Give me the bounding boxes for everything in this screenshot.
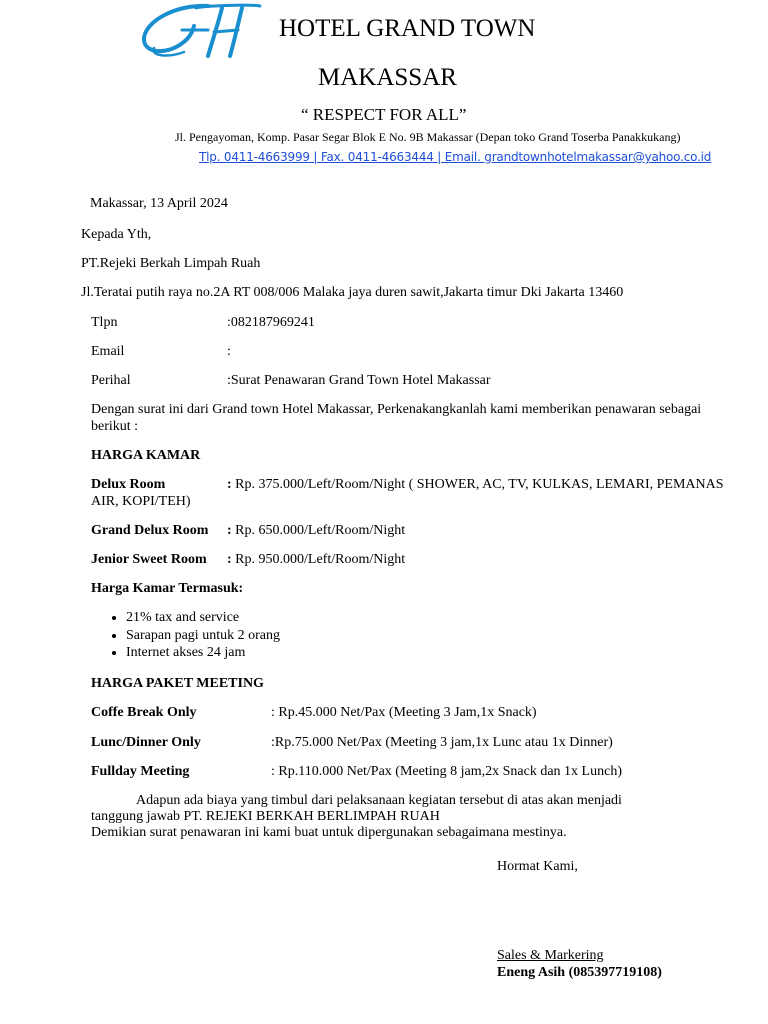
room-colon-jenior-sweet: : bbox=[227, 552, 232, 567]
room-name-grand-delux: Grand Delux Room bbox=[91, 523, 209, 538]
room-colon-delux: : bbox=[227, 477, 232, 492]
regards-text: Hormat Kami, bbox=[497, 859, 578, 874]
signature-title: Sales & Markering bbox=[497, 948, 604, 963]
room-price-delux-line2: AIR, KOPI/TEH) bbox=[91, 494, 191, 509]
field-value-tlpn: :082187969241 bbox=[227, 315, 315, 330]
list-item: • Sarapan pagi untuk 2 orang bbox=[126, 627, 280, 645]
intro-line-2: berikut : bbox=[91, 419, 139, 434]
hotel-contact-link[interactable]: Tlp. 0411-4663999 | Fax. 0411-4663444 | Email. grandtownhotelmakassar@yahoo.co.id bbox=[199, 150, 712, 164]
field-label-tlpn: Tlpn bbox=[91, 315, 118, 330]
room-name-delux: Delux Room bbox=[91, 477, 166, 492]
room-price-jenior-sweet-text: Rp. 950.000/Left/Room/Night bbox=[231, 552, 406, 567]
meeting-name-fullday: Fullday Meeting bbox=[91, 764, 190, 779]
room-price-jenior-sweet bbox=[227, 551, 405, 568]
field-value-perihal: :Surat Penawaran Grand Town Hotel Makassar bbox=[227, 373, 491, 388]
meeting-price-lunc-dinner: :Rp.75.000 Net/Pax (Meeting 3 jam,1x Lunc atau 1x Dinner) bbox=[271, 735, 613, 750]
room-price-grand-delux bbox=[227, 522, 405, 539]
includes-heading: Harga Kamar Termasuk: bbox=[91, 581, 244, 596]
closing-line-1: Adapun ada biaya yang timbul dari pelaksanaan kegiatan tersebut di atas akan menjadi bbox=[136, 793, 622, 808]
room-name-jenior-sweet: Jenior Sweet Room bbox=[91, 552, 207, 567]
meeting-name-coffe-break: Coffe Break Only bbox=[91, 705, 197, 720]
meeting-name-lunc-dinner: Lunc/Dinner Only bbox=[91, 735, 201, 750]
signature-name: Eneng Asih (085397719108) bbox=[497, 965, 662, 980]
field-label-email: Email bbox=[91, 344, 125, 359]
hotel-name-line1: HOTEL GRAND TOWN bbox=[279, 15, 536, 42]
rooms-heading: HARGA KAMAR bbox=[91, 448, 201, 463]
recipient-name: PT.Rejeki Berkah Limpah Ruah bbox=[81, 256, 261, 271]
meeting-price-fullday: : Rp.110.000 Net/Pax (Meeting 8 jam,2x Snack dan 1x Lunch) bbox=[271, 764, 622, 779]
salutation-label: Kepada Yth, bbox=[81, 227, 152, 242]
field-value-email: : bbox=[227, 344, 231, 359]
hotel-name-line2: MAKASSAR bbox=[318, 64, 457, 91]
closing-line-3: Demikian surat penawaran ini kami buat untuk dipergunakan sebagaimana mestinya. bbox=[91, 825, 567, 840]
closing-line-2: tanggung jawab PT. REJEKI BERKAH BERLIMPAH RUAH bbox=[91, 809, 440, 824]
room-colon-grand-delux: : bbox=[227, 523, 232, 538]
hotel-tagline: “ RESPECT FOR ALL” bbox=[301, 105, 467, 124]
intro-line-1: Dengan surat ini dari Grand town Hotel Makassar, Perkenakangkanlah kami memberikan penawaran sebagai bbox=[91, 402, 702, 417]
recipient-address: Jl.Teratai putih raya no.2A RT 008/006 Malaka jaya duren sawit,Jakarta timur Dki Jakarta 13460 bbox=[81, 285, 624, 300]
field-label-perihal: Perihal bbox=[91, 373, 131, 388]
meeting-price-coffe-break: : Rp.45.000 Net/Pax (Meeting 3 Jam,1x Snack) bbox=[271, 705, 537, 720]
meeting-heading: HARGA PAKET MEETING bbox=[91, 676, 264, 691]
list-item: • 21% tax and service bbox=[126, 609, 280, 627]
letter-date: Makassar, 13 April 2024 bbox=[90, 196, 228, 211]
hotel-logo bbox=[138, 0, 262, 60]
hotel-address: Jl. Pengayoman, Komp. Pasar Segar Blok E No. 9B Makassar (Depan toko Grand Toserba Panakkukang) bbox=[175, 130, 681, 144]
includes-list bbox=[104, 609, 280, 662]
room-price-delux bbox=[227, 476, 724, 493]
room-price-grand-delux-text: Rp. 650.000/Left/Room/Night bbox=[231, 523, 406, 538]
room-price-delux-line1: Rp. 375.000/Left/Room/Night ( SHOWER, AC, TV, KULKAS, LEMARI, PEMANAS bbox=[231, 477, 724, 492]
list-item: • Internet akses 24 jam bbox=[126, 644, 280, 662]
